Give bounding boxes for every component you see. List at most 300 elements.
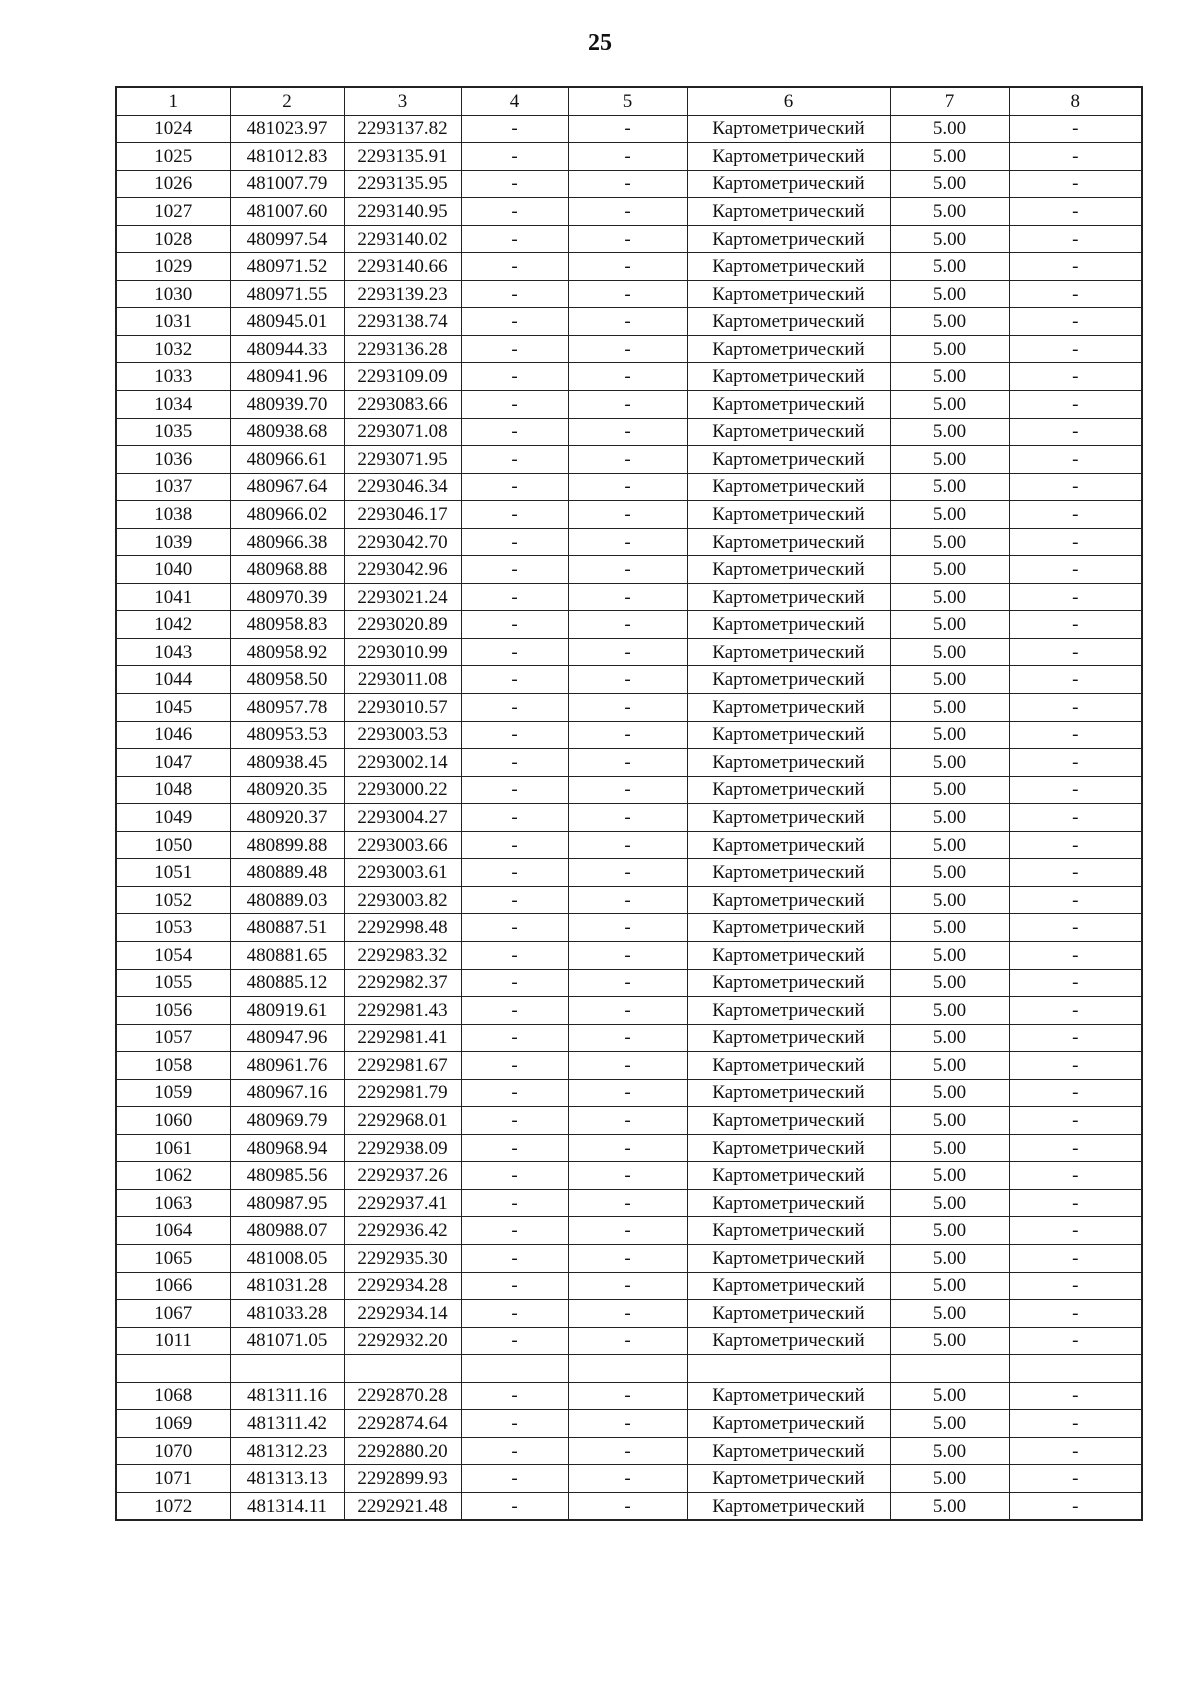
- col5-cell: -: [568, 1437, 687, 1465]
- col4-cell: -: [461, 253, 568, 281]
- col4-cell: -: [461, 225, 568, 253]
- x-coordinate-cell: 481033.28: [230, 1300, 344, 1328]
- x-coordinate-cell: 481311.42: [230, 1410, 344, 1438]
- point-number-cell: 1029: [116, 253, 230, 281]
- point-number-cell: 1038: [116, 501, 230, 529]
- method-cell: Картометрический: [687, 666, 890, 694]
- method-cell: Картометрический: [687, 170, 890, 198]
- col5-cell: -: [568, 308, 687, 336]
- y-coordinate-cell: 2292981.41: [344, 1024, 461, 1052]
- accuracy-cell: 5.00: [890, 363, 1009, 391]
- y-coordinate-cell: 2293140.66: [344, 253, 461, 281]
- accuracy-cell: 5.00: [890, 1465, 1009, 1493]
- table-row: [116, 473, 1142, 501]
- col8-cell: -: [1009, 418, 1142, 446]
- table-row: [116, 1492, 1142, 1520]
- x-coordinate-cell: 480944.33: [230, 335, 344, 363]
- table-row: [116, 969, 1142, 997]
- table-row: [116, 1272, 1142, 1300]
- col8-cell: -: [1009, 1410, 1142, 1438]
- column-header: 2: [230, 87, 344, 115]
- col8-cell: -: [1009, 446, 1142, 474]
- col8-cell: -: [1009, 776, 1142, 804]
- y-coordinate-cell: 2293083.66: [344, 391, 461, 419]
- col4-cell: -: [461, 1162, 568, 1190]
- col5-cell: -: [568, 115, 687, 143]
- x-coordinate-cell: 480919.61: [230, 997, 344, 1025]
- col4-cell: -: [461, 143, 568, 171]
- table-row: [116, 997, 1142, 1025]
- method-cell: Картометрический: [687, 1079, 890, 1107]
- col5-cell: -: [568, 666, 687, 694]
- x-coordinate-cell: 480885.12: [230, 969, 344, 997]
- y-coordinate-cell: 2293046.17: [344, 501, 461, 529]
- col4-cell: -: [461, 638, 568, 666]
- table-row: [116, 1382, 1142, 1410]
- col5-cell: -: [568, 859, 687, 887]
- y-coordinate-cell: 2292921.48: [344, 1492, 461, 1520]
- point-number-cell: 1066: [116, 1272, 230, 1300]
- point-number-cell: 1056: [116, 997, 230, 1025]
- method-cell: Картометрический: [687, 225, 890, 253]
- table-row: [116, 1189, 1142, 1217]
- accuracy-cell: 5.00: [890, 969, 1009, 997]
- x-coordinate-cell: 481012.83: [230, 143, 344, 171]
- table-row: [116, 1300, 1142, 1328]
- point-number-cell: 1041: [116, 583, 230, 611]
- table-header: [116, 87, 1142, 115]
- point-number-cell: 1034: [116, 391, 230, 419]
- y-coordinate-cell: 2292982.37: [344, 969, 461, 997]
- col5-cell: -: [568, 473, 687, 501]
- col8-cell: -: [1009, 528, 1142, 556]
- table-row: [116, 1437, 1142, 1465]
- method-cell: Картометрический: [687, 143, 890, 171]
- col8-cell: -: [1009, 886, 1142, 914]
- col4-cell: -: [461, 969, 568, 997]
- col8-cell: -: [1009, 143, 1142, 171]
- col5-cell: -: [568, 446, 687, 474]
- col5-cell: -: [568, 583, 687, 611]
- method-cell: Картометрический: [687, 1162, 890, 1190]
- x-coordinate-cell: 480971.52: [230, 253, 344, 281]
- method-cell: Картометрический: [687, 804, 890, 832]
- col5-cell: -: [568, 170, 687, 198]
- x-coordinate-cell: 481023.97: [230, 115, 344, 143]
- point-number-cell: 1068: [116, 1382, 230, 1410]
- method-cell: Картометрический: [687, 969, 890, 997]
- point-number-cell: 1057: [116, 1024, 230, 1052]
- col5-cell: -: [568, 335, 687, 363]
- accuracy-cell: 5.00: [890, 776, 1009, 804]
- y-coordinate-cell: 2293002.14: [344, 749, 461, 777]
- y-coordinate-cell: 2292968.01: [344, 1107, 461, 1135]
- col4-cell: -: [461, 1272, 568, 1300]
- table-body: [116, 115, 1142, 1520]
- col5-cell: -: [568, 1492, 687, 1520]
- method-cell: [687, 1355, 890, 1383]
- col4-cell: -: [461, 556, 568, 584]
- col4-cell: -: [461, 501, 568, 529]
- accuracy-cell: 5.00: [890, 859, 1009, 887]
- col8-cell: -: [1009, 391, 1142, 419]
- y-coordinate-cell: 2293071.95: [344, 446, 461, 474]
- col5-cell: -: [568, 501, 687, 529]
- y-coordinate-cell: 2293138.74: [344, 308, 461, 336]
- table-row: [116, 1410, 1142, 1438]
- col5-cell: -: [568, 1300, 687, 1328]
- accuracy-cell: 5.00: [890, 941, 1009, 969]
- table-row: [116, 1327, 1142, 1355]
- col5-cell: -: [568, 997, 687, 1025]
- point-number-cell: 1072: [116, 1492, 230, 1520]
- x-coordinate-cell: 480957.78: [230, 694, 344, 722]
- accuracy-cell: 5.00: [890, 638, 1009, 666]
- accuracy-cell: 5.00: [890, 1107, 1009, 1135]
- x-coordinate-cell: 480967.16: [230, 1079, 344, 1107]
- point-number-cell: 1031: [116, 308, 230, 336]
- col4-cell: -: [461, 528, 568, 556]
- x-coordinate-cell: 480970.39: [230, 583, 344, 611]
- table-row: [116, 831, 1142, 859]
- accuracy-cell: 5.00: [890, 1079, 1009, 1107]
- col5-cell: -: [568, 694, 687, 722]
- y-coordinate-cell: [344, 1355, 461, 1383]
- method-cell: Картометрический: [687, 335, 890, 363]
- point-number-cell: 1039: [116, 528, 230, 556]
- y-coordinate-cell: 2292998.48: [344, 914, 461, 942]
- col8-cell: -: [1009, 694, 1142, 722]
- method-cell: Картометрический: [687, 308, 890, 336]
- table-row: [116, 418, 1142, 446]
- col4-cell: -: [461, 666, 568, 694]
- col5-cell: -: [568, 556, 687, 584]
- col4-cell: -: [461, 1410, 568, 1438]
- y-coordinate-cell: 2293003.61: [344, 859, 461, 887]
- col5-cell: -: [568, 418, 687, 446]
- col8-cell: -: [1009, 1134, 1142, 1162]
- method-cell: Картометрический: [687, 363, 890, 391]
- x-coordinate-cell: 480968.88: [230, 556, 344, 584]
- method-cell: Картометрический: [687, 694, 890, 722]
- x-coordinate-cell: 480966.61: [230, 446, 344, 474]
- col4-cell: -: [461, 280, 568, 308]
- accuracy-cell: 5.00: [890, 804, 1009, 832]
- method-cell: Картометрический: [687, 831, 890, 859]
- y-coordinate-cell: 2292983.32: [344, 941, 461, 969]
- method-cell: Картометрический: [687, 749, 890, 777]
- col8-cell: -: [1009, 611, 1142, 639]
- accuracy-cell: 5.00: [890, 115, 1009, 143]
- point-number-cell: 1058: [116, 1052, 230, 1080]
- col5-cell: -: [568, 638, 687, 666]
- table-row: [116, 583, 1142, 611]
- table-row: [116, 391, 1142, 419]
- accuracy-cell: 5.00: [890, 997, 1009, 1025]
- col8-cell: -: [1009, 225, 1142, 253]
- column-header: 1: [116, 87, 230, 115]
- x-coordinate-cell: 481007.60: [230, 198, 344, 226]
- y-coordinate-cell: 2293137.82: [344, 115, 461, 143]
- accuracy-cell: 5.00: [890, 1327, 1009, 1355]
- accuracy-cell: 5.00: [890, 418, 1009, 446]
- y-coordinate-cell: 2292981.43: [344, 997, 461, 1025]
- col5-cell: -: [568, 749, 687, 777]
- accuracy-cell: 5.00: [890, 1437, 1009, 1465]
- point-number-cell: 1025: [116, 143, 230, 171]
- method-cell: Картометрический: [687, 391, 890, 419]
- accuracy-cell: 5.00: [890, 280, 1009, 308]
- col8-cell: -: [1009, 1189, 1142, 1217]
- method-cell: Картометрический: [687, 721, 890, 749]
- accuracy-cell: 5.00: [890, 1134, 1009, 1162]
- y-coordinate-cell: 2293010.99: [344, 638, 461, 666]
- col4-cell: -: [461, 335, 568, 363]
- x-coordinate-cell: 481008.05: [230, 1244, 344, 1272]
- col8-cell: -: [1009, 941, 1142, 969]
- method-cell: Картометрический: [687, 528, 890, 556]
- accuracy-cell: 5.00: [890, 1382, 1009, 1410]
- column-header: 6: [687, 87, 890, 115]
- accuracy-cell: 5.00: [890, 198, 1009, 226]
- accuracy-cell: 5.00: [890, 446, 1009, 474]
- x-coordinate-cell: 480938.68: [230, 418, 344, 446]
- accuracy-cell: 5.00: [890, 1410, 1009, 1438]
- accuracy-cell: 5.00: [890, 1052, 1009, 1080]
- accuracy-cell: 5.00: [890, 556, 1009, 584]
- y-coordinate-cell: 2292981.67: [344, 1052, 461, 1080]
- col8-cell: -: [1009, 1079, 1142, 1107]
- col5-cell: -: [568, 253, 687, 281]
- table-row: [116, 859, 1142, 887]
- method-cell: Картометрический: [687, 253, 890, 281]
- accuracy-cell: 5.00: [890, 1189, 1009, 1217]
- method-cell: Картометрический: [687, 1437, 890, 1465]
- x-coordinate-cell: 480987.95: [230, 1189, 344, 1217]
- col5-cell: -: [568, 1189, 687, 1217]
- accuracy-cell: 5.00: [890, 1272, 1009, 1300]
- y-coordinate-cell: 2293071.08: [344, 418, 461, 446]
- col4-cell: -: [461, 363, 568, 391]
- table-row: [116, 1465, 1142, 1493]
- method-cell: Картометрический: [687, 473, 890, 501]
- accuracy-cell: 5.00: [890, 335, 1009, 363]
- y-coordinate-cell: 2293135.91: [344, 143, 461, 171]
- col4-cell: -: [461, 1492, 568, 1520]
- method-cell: Картометрический: [687, 115, 890, 143]
- col4-cell: -: [461, 1107, 568, 1135]
- y-coordinate-cell: 2293021.24: [344, 583, 461, 611]
- accuracy-cell: 5.00: [890, 253, 1009, 281]
- table-row: [116, 721, 1142, 749]
- col8-cell: -: [1009, 253, 1142, 281]
- y-coordinate-cell: 2292932.20: [344, 1327, 461, 1355]
- x-coordinate-cell: 480971.55: [230, 280, 344, 308]
- point-number-cell: 1036: [116, 446, 230, 474]
- table-row: [116, 666, 1142, 694]
- col4-cell: -: [461, 583, 568, 611]
- accuracy-cell: 5.00: [890, 694, 1009, 722]
- point-number-cell: [116, 1355, 230, 1383]
- point-number-cell: 1048: [116, 776, 230, 804]
- method-cell: Картометрический: [687, 501, 890, 529]
- col5-cell: -: [568, 611, 687, 639]
- col4-cell: -: [461, 473, 568, 501]
- method-cell: Картометрический: [687, 1189, 890, 1217]
- col4-cell: [461, 1355, 568, 1383]
- table-row: [116, 308, 1142, 336]
- table-row: [116, 501, 1142, 529]
- y-coordinate-cell: 2293136.28: [344, 335, 461, 363]
- x-coordinate-cell: 480889.03: [230, 886, 344, 914]
- x-coordinate-cell: 480941.96: [230, 363, 344, 391]
- col8-cell: -: [1009, 859, 1142, 887]
- method-cell: Картометрический: [687, 446, 890, 474]
- col8-cell: -: [1009, 280, 1142, 308]
- method-cell: Картометрический: [687, 1217, 890, 1245]
- col4-cell: -: [461, 1244, 568, 1272]
- col8-cell: -: [1009, 1272, 1142, 1300]
- method-cell: Картометрический: [687, 198, 890, 226]
- col5-cell: -: [568, 1079, 687, 1107]
- x-coordinate-cell: 481312.23: [230, 1437, 344, 1465]
- table-row: [116, 143, 1142, 171]
- x-coordinate-cell: 480947.96: [230, 1024, 344, 1052]
- point-number-cell: 1030: [116, 280, 230, 308]
- table-row: [116, 1107, 1142, 1135]
- table-row: [116, 556, 1142, 584]
- accuracy-cell: 5.00: [890, 1244, 1009, 1272]
- col8-cell: -: [1009, 1465, 1142, 1493]
- col5-cell: -: [568, 225, 687, 253]
- method-cell: Картометрический: [687, 1410, 890, 1438]
- accuracy-cell: 5.00: [890, 721, 1009, 749]
- column-header: 4: [461, 87, 568, 115]
- point-number-cell: 1044: [116, 666, 230, 694]
- col5-cell: -: [568, 1052, 687, 1080]
- x-coordinate-cell: 481311.16: [230, 1382, 344, 1410]
- col8-cell: -: [1009, 1492, 1142, 1520]
- col8-cell: -: [1009, 115, 1142, 143]
- col4-cell: -: [461, 1052, 568, 1080]
- point-number-cell: 1042: [116, 611, 230, 639]
- point-number-cell: 1071: [116, 1465, 230, 1493]
- col4-cell: -: [461, 749, 568, 777]
- method-cell: Картометрический: [687, 1107, 890, 1135]
- col5-cell: -: [568, 1162, 687, 1190]
- accuracy-cell: 5.00: [890, 831, 1009, 859]
- y-coordinate-cell: 2293042.96: [344, 556, 461, 584]
- y-coordinate-cell: 2292870.28: [344, 1382, 461, 1410]
- y-coordinate-cell: 2293004.27: [344, 804, 461, 832]
- point-number-cell: 1053: [116, 914, 230, 942]
- table-row: [116, 363, 1142, 391]
- col4-cell: -: [461, 1217, 568, 1245]
- x-coordinate-cell: 480997.54: [230, 225, 344, 253]
- point-number-cell: 1024: [116, 115, 230, 143]
- y-coordinate-cell: 2293011.08: [344, 666, 461, 694]
- col4-cell: -: [461, 611, 568, 639]
- col5-cell: -: [568, 941, 687, 969]
- x-coordinate-cell: 480881.65: [230, 941, 344, 969]
- method-cell: Картометрический: [687, 1272, 890, 1300]
- y-coordinate-cell: 2292938.09: [344, 1134, 461, 1162]
- x-coordinate-cell: 481007.79: [230, 170, 344, 198]
- table-row: [116, 804, 1142, 832]
- table-row: [116, 611, 1142, 639]
- y-coordinate-cell: 2292874.64: [344, 1410, 461, 1438]
- method-cell: Картометрический: [687, 1300, 890, 1328]
- point-number-cell: 1063: [116, 1189, 230, 1217]
- column-header: 5: [568, 87, 687, 115]
- col4-cell: -: [461, 694, 568, 722]
- accuracy-cell: 5.00: [890, 886, 1009, 914]
- col5-cell: -: [568, 143, 687, 171]
- col8-cell: -: [1009, 1052, 1142, 1080]
- method-cell: Картометрический: [687, 859, 890, 887]
- method-cell: Картометрический: [687, 280, 890, 308]
- col5-cell: -: [568, 1410, 687, 1438]
- point-number-cell: 1061: [116, 1134, 230, 1162]
- y-coordinate-cell: 2293135.95: [344, 170, 461, 198]
- table-row: [116, 1355, 1142, 1383]
- x-coordinate-cell: 480966.38: [230, 528, 344, 556]
- point-number-cell: 1049: [116, 804, 230, 832]
- y-coordinate-cell: 2293003.66: [344, 831, 461, 859]
- col5-cell: -: [568, 1465, 687, 1493]
- table-row: [116, 638, 1142, 666]
- col4-cell: -: [461, 115, 568, 143]
- accuracy-cell: 5.00: [890, 666, 1009, 694]
- col8-cell: -: [1009, 1217, 1142, 1245]
- table-row: [116, 749, 1142, 777]
- col5-cell: -: [568, 969, 687, 997]
- point-number-cell: 1040: [116, 556, 230, 584]
- point-number-cell: 1032: [116, 335, 230, 363]
- accuracy-cell: 5.00: [890, 1300, 1009, 1328]
- col8-cell: -: [1009, 1437, 1142, 1465]
- accuracy-cell: 5.00: [890, 225, 1009, 253]
- accuracy-cell: 5.00: [890, 611, 1009, 639]
- y-coordinate-cell: 2292899.93: [344, 1465, 461, 1493]
- col5-cell: -: [568, 804, 687, 832]
- x-coordinate-cell: 480966.02: [230, 501, 344, 529]
- col4-cell: -: [461, 1300, 568, 1328]
- x-coordinate-cell: 480920.35: [230, 776, 344, 804]
- method-cell: Картометрический: [687, 611, 890, 639]
- point-number-cell: 1060: [116, 1107, 230, 1135]
- col8-cell: -: [1009, 1107, 1142, 1135]
- x-coordinate-cell: 480988.07: [230, 1217, 344, 1245]
- point-number-cell: 1065: [116, 1244, 230, 1272]
- col4-cell: -: [461, 391, 568, 419]
- method-cell: Картометрический: [687, 886, 890, 914]
- col5-cell: -: [568, 1024, 687, 1052]
- point-number-cell: 1055: [116, 969, 230, 997]
- col5-cell: -: [568, 391, 687, 419]
- accuracy-cell: 5.00: [890, 583, 1009, 611]
- col4-cell: -: [461, 831, 568, 859]
- col8-cell: [1009, 1355, 1142, 1383]
- col8-cell: -: [1009, 363, 1142, 391]
- point-number-cell: 1069: [116, 1410, 230, 1438]
- col4-cell: -: [461, 1134, 568, 1162]
- table-row: [116, 1217, 1142, 1245]
- accuracy-cell: 5.00: [890, 1162, 1009, 1190]
- x-coordinate-cell: 480889.48: [230, 859, 344, 887]
- y-coordinate-cell: 2293109.09: [344, 363, 461, 391]
- table-row: [116, 1052, 1142, 1080]
